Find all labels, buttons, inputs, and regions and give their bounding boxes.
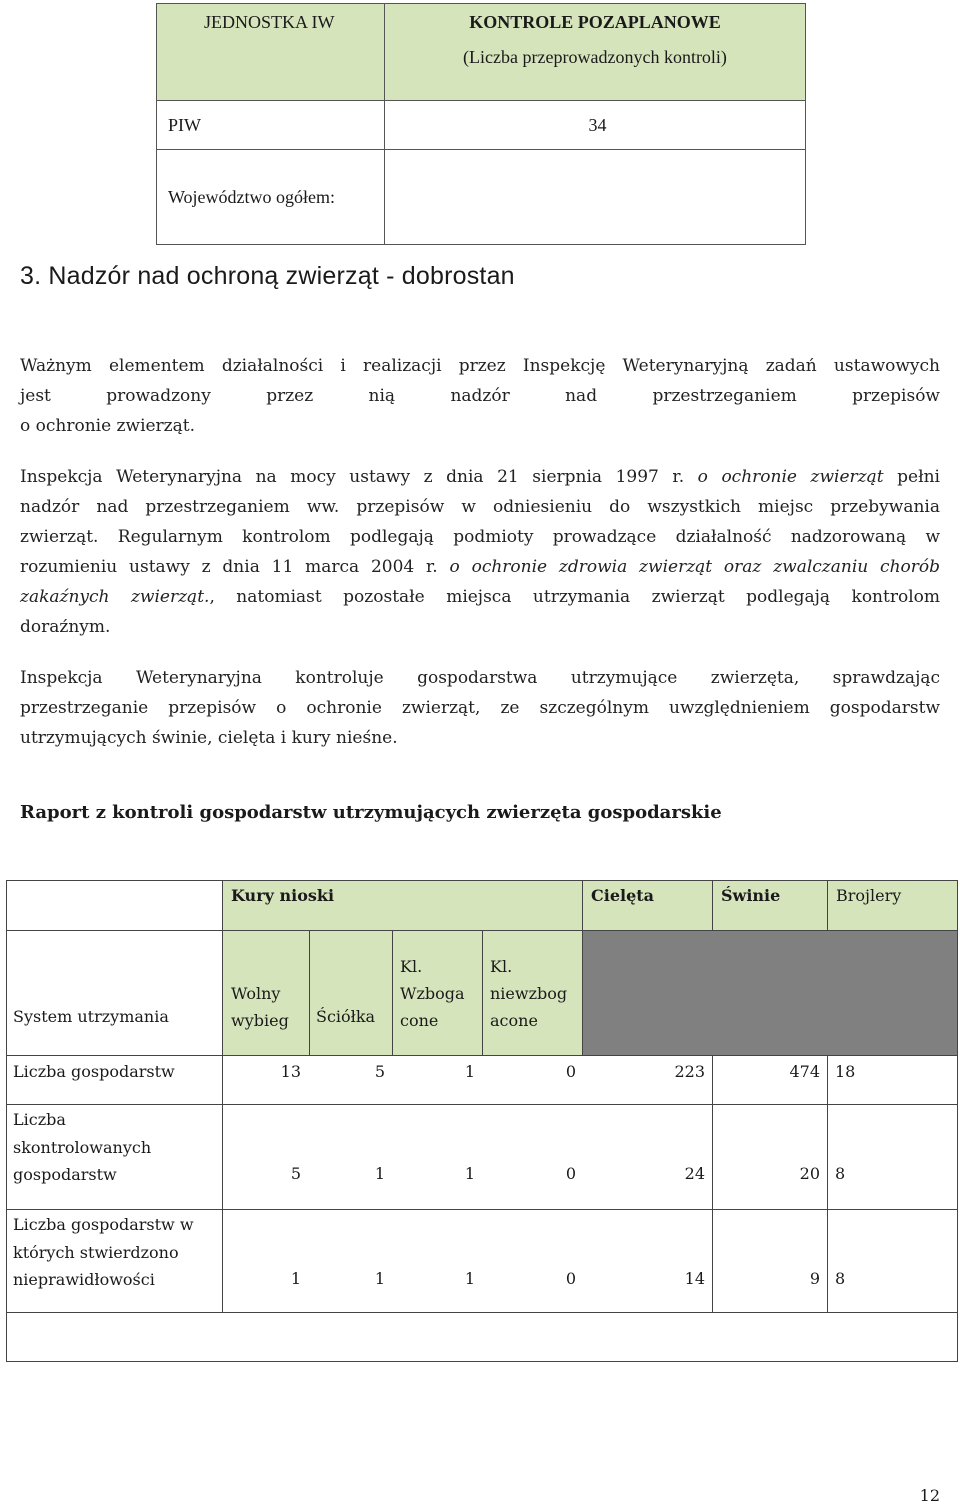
klatka-niewzbogacona-cell [482,931,582,1055]
row-swinie-cell [712,1209,827,1312]
row-value: 0 [565,1062,576,1081]
row-label-cell [6,1055,222,1104]
kl2-line-3: acone [490,1011,538,1030]
row-value: 1 [374,1269,385,1288]
klatka-wzbogacona-label [400,953,465,1034]
cieleta-header-cell [582,880,712,931]
row-label-line: nieprawidłowości [13,1270,155,1289]
kl2-line-1: Kl. [490,957,513,976]
row-label-line: Liczba [13,1110,66,1129]
voivodeship-label: Województwo ogółem: [168,186,336,207]
brojlery-header-cell [827,880,958,931]
row-values-area [222,1104,712,1209]
page-number: 12 [919,1486,940,1505]
p1-line-3: o ochronie zwierząt. [20,416,196,436]
brojlery-header: Brojlery [836,886,902,905]
piw-value: 34 [588,114,607,135]
row-label [13,1106,151,1189]
swinie-header: Świnie [721,886,781,905]
row-brojlery-cell [827,1209,958,1312]
p3-line-1: Inspekcja Weterynaryjna kontroluje gospodarstwa utrzymujące zwierzęta, sprawdzając [20,668,940,688]
p1-line-1: Ważnym elementem działalności i realizacji przez Inspekcję Weterynaryjną zadań ustawowych [20,356,940,376]
row-label-line: których stwierdzono [13,1242,179,1262]
p2-line-6: doraźnym. [20,617,111,637]
wolny-line-2: wybieg [231,1011,289,1030]
report-title: Raport z kontroli gospodarstw utrzymujących zwierzęta gospodarskie [20,802,722,823]
kl1-line-3: cone [400,1011,439,1030]
row-value: 1 [464,1164,475,1183]
row-value: 5 [290,1164,301,1183]
kl1-line-1: Kl. [400,957,423,976]
p3-line-2: przestrzeganie przepisów o ochronie zwierząt, ze szczególnym uwzględnieniem gospodarstw [20,698,940,718]
row-swinie-cell [712,1104,827,1209]
section-title: 3. Nadzór nad ochroną zwierząt - dobrostan [20,262,515,290]
klatka-wzbogacona-cell [392,931,482,1055]
p1-line-2: jest prowadzony przez nią nadzór nad przestrzeganiem przepisów [20,386,940,406]
row-value: 14 [684,1269,705,1288]
row-value: 0 [565,1164,576,1183]
row-label-cell [6,1209,222,1312]
row-value: 1 [464,1269,475,1288]
p2-line-2: nadzór nad przestrzeganiem ww. przepisów w odniesieniu do wszystkich miejsc przebywania [20,497,940,517]
row-value: 1 [290,1269,301,1288]
piw-label: PIW [168,114,201,135]
sciolka-cell [309,931,392,1055]
row-values-area [222,1209,712,1312]
row-value: 24 [684,1164,705,1183]
row-value: 1 [374,1164,385,1183]
p2-line-3: zwierząt. Regularnym kontrolom podlegają podmioty prowadzące działalność nadzorowaną w [20,527,940,547]
row-value: 8 [835,1164,846,1183]
p2-line-1-end: pełni [883,467,940,487]
row-value: 474 [789,1062,820,1081]
kury-header-cell [222,880,582,931]
kury-header: Kury nioski [231,886,335,905]
controls-header-title: KONTROLE POZAPLANOWE [469,12,721,32]
gray-empty-cell [582,931,958,1055]
p3-line-3: utrzymujących świnie, cielęta i kury nieśne. [20,728,398,748]
wolny-line-1: Wolny [231,984,281,1003]
row-value: 13 [280,1062,301,1081]
p2-line-5-italic: zakaźnych zwierząt. [20,587,210,607]
row-label-line: Liczba gospodarstw [13,1062,175,1081]
row-value: 8 [835,1269,846,1288]
row-value: 18 [835,1062,856,1081]
p2-line-1-italic: o ochronie zwierząt [697,467,884,487]
p2-line-5-text: , natomiast pozostałe miejsca utrzymania zwierząt podlegają kontrolom [209,587,940,607]
empty-footer-row [6,1312,958,1362]
system-label: System utrzymania [13,1007,169,1026]
klatka-niewzbogacona-label [490,953,567,1034]
wolny-wybieg-cell [222,931,309,1055]
row-value: 1 [464,1062,475,1081]
p2-line-4-text: rozumieniu ustawy z dnia 11 marca 2004 r. [20,557,450,577]
row-label-cell [6,1104,222,1209]
controls-header-subtitle: (Liczba przeprowadzonych kontroli) [463,47,727,67]
kl1-line-2: Wzboga [400,984,465,1003]
p2-line-1-text: Inspekcja Weterynaryjna na mocy ustawy z dnia 21 sierpnia 1997 r. [20,467,698,487]
row-value: 5 [374,1062,385,1081]
report-corner-cell [6,880,222,931]
system-label-cell [6,931,222,1055]
cieleta-header: Cielęta [591,886,655,905]
swinie-header-cell [712,880,827,931]
wolny-wybieg-label [231,980,289,1034]
row-label-line: skontrolowanych [13,1137,152,1157]
p2-line-4-italic: o ochronie zdrowia zwierząt oraz zwalczaniu chorób [449,557,940,577]
row-label [13,1211,194,1294]
row-value: 20 [799,1164,820,1183]
sciolka-label: Ściółka [316,1007,376,1026]
row-value: 223 [674,1062,705,1081]
row-label-line: Liczba gospodarstw w [13,1215,194,1234]
kl2-line-2: niewzbog [490,984,568,1003]
row-label-line: gospodarstw [13,1165,117,1184]
row-label [13,1058,175,1086]
unit-header: JEDNOSTKA IW [204,12,335,32]
row-brojlery-cell [827,1104,958,1209]
row-value: 0 [565,1269,576,1288]
row-value: 9 [809,1269,820,1288]
